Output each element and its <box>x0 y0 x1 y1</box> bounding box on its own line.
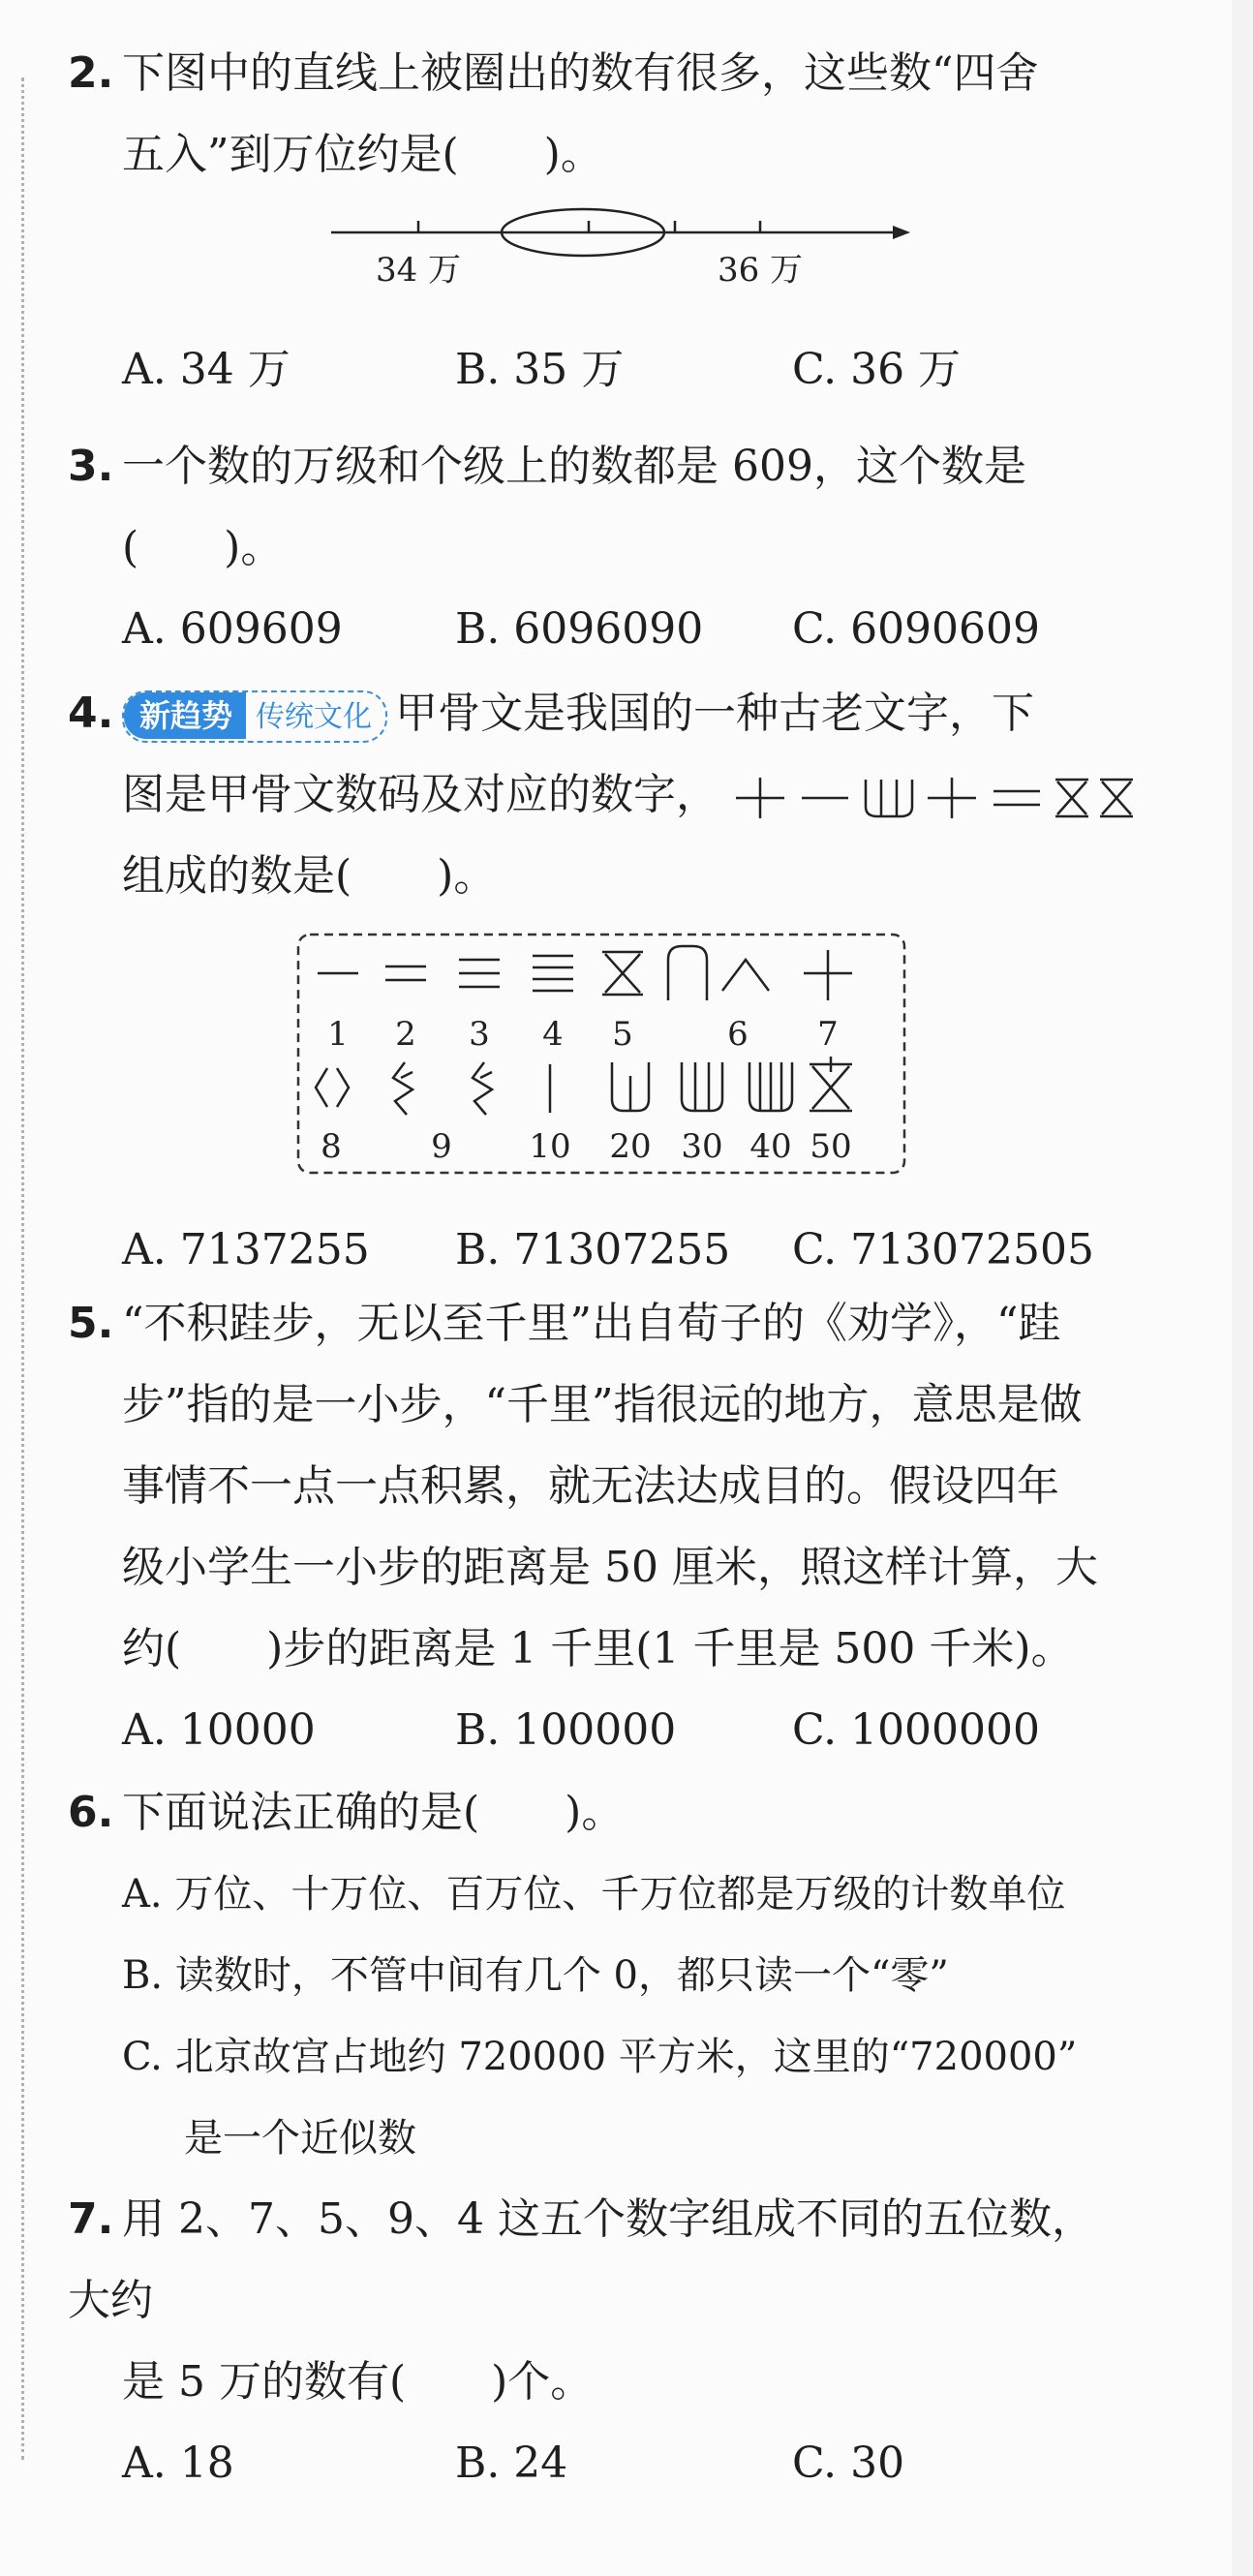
numeral-label: 2 <box>395 1015 416 1054</box>
question-text: 一个数的万级和个级上的数都是 609，这个数是 <box>122 442 1026 491</box>
question-number: 2. <box>68 48 114 98</box>
numeral-label: 3 <box>469 1015 490 1054</box>
binding-margin-line <box>21 77 24 2460</box>
options-row <box>68 329 1104 411</box>
question-6 <box>68 1772 1104 2179</box>
question-text: 是 5 万的数有( )个。 <box>122 2357 594 2407</box>
option-c[interactable]: C. 713072505 <box>792 1225 1095 1274</box>
numeral-label: 7 <box>817 1015 839 1054</box>
option-b[interactable]: B. 6096090 <box>455 604 704 654</box>
numeral-label: 10 <box>529 1127 571 1166</box>
question-number: 7. <box>68 2194 114 2244</box>
numeral-label: 1 <box>327 1015 349 1054</box>
page-edge <box>1232 0 1253 2576</box>
badge-culture: 传统文化 <box>256 699 373 734</box>
badge-trend: 新趋势 <box>124 692 246 739</box>
option-c[interactable]: C. 30 <box>792 2438 905 2488</box>
numeral-label: 5 <box>612 1015 633 1054</box>
question-text: ( )。 <box>122 523 284 572</box>
question-4 <box>68 673 1104 1291</box>
question-text: 用 2、7、5、9、4 这五个数字组成不同的五位数，大约 <box>68 2194 1094 2325</box>
option-a[interactable]: A. 万位、十万位、百万位、千万位都是万级的计数单位 <box>122 1872 1066 1917</box>
question-number: 4. <box>68 689 114 738</box>
question-text: 五入”到万位约是( )。 <box>122 130 603 179</box>
options-row <box>68 2423 1104 2504</box>
numeral-label: 4 <box>542 1015 564 1054</box>
option-a[interactable]: A. 10000 <box>122 1705 316 1755</box>
question-text: 级小学生一小步的距离是 50 厘米，照这样计算，大 <box>122 1543 1098 1592</box>
question-5 <box>68 1283 1104 1771</box>
question-text: 下面说法正确的是( )。 <box>122 1788 625 1837</box>
option-c[interactable]: C. 1000000 <box>792 1705 1041 1755</box>
arrow-head <box>893 226 910 239</box>
axis-label-right: 36 万 <box>717 251 804 290</box>
topic-badge <box>122 690 387 743</box>
question-text: 事情不一点一点积累，就无法达成目的。假设四年 <box>122 1461 1059 1511</box>
question-text: 图是甲骨文数码及对应的数字， <box>122 770 718 819</box>
numeral-label: 20 <box>609 1127 652 1166</box>
option-c[interactable]: C. 北京故宫占地约 720000 平方米，这里的“720000” <box>122 2035 1078 2079</box>
option-b[interactable]: B. 35 万 <box>455 345 625 394</box>
question-7 <box>68 2179 1104 2504</box>
option-b[interactable]: B. 24 <box>455 2438 568 2488</box>
option-b[interactable]: B. 71307255 <box>455 1225 731 1274</box>
option-a[interactable]: A. 7137255 <box>122 1225 370 1274</box>
option-b[interactable]: B. 读数时，不管中间有几个 0，都只读一个“零” <box>122 1953 949 1998</box>
option-a[interactable]: A. 609609 <box>122 604 343 654</box>
oracle-bone-numeral-table <box>68 931 1104 1182</box>
question-3 <box>68 426 1104 670</box>
option-c[interactable]: C. 6090609 <box>792 604 1041 654</box>
question-text: 下图中的直线上被圈出的数有很多，这些数“四舍 <box>122 48 1039 98</box>
question-text: 甲骨文是我国的一种古老文字，下 <box>395 689 1035 738</box>
number-line-figure <box>68 196 1104 302</box>
numeral-label: 8 <box>321 1127 342 1166</box>
question-number: 3. <box>68 442 114 491</box>
option-a[interactable]: A. 18 <box>122 2438 234 2488</box>
numeral-label: 9 <box>431 1127 452 1166</box>
numeral-label: 40 <box>749 1127 792 1166</box>
options-row <box>68 1690 1104 1771</box>
question-2 <box>68 33 1104 411</box>
question-text: “不积跬步，无以至千里”出自荀子的《劝学》，“跬 <box>122 1299 1061 1348</box>
question-text: 步”指的是一小步，“千里”指很远的地方，意思是做 <box>122 1380 1083 1429</box>
options-row <box>68 1210 1104 1291</box>
question-number: 6. <box>68 1788 114 1837</box>
numeral-label: 50 <box>810 1127 852 1166</box>
option-c-continued: 是一个近似数 <box>184 2116 416 2161</box>
option-b[interactable]: B. 100000 <box>455 1705 677 1755</box>
question-text: 约( )步的距离是 1 千里(1 千里是 500 千米)。 <box>122 1624 1074 1673</box>
question-text: 组成的数是( )。 <box>122 851 497 901</box>
axis-label-left: 34 万 <box>375 251 462 290</box>
options-row <box>68 589 1104 670</box>
option-a[interactable]: A. 34 万 <box>122 345 290 394</box>
option-c[interactable]: C. 36 万 <box>792 345 962 394</box>
numeral-label: 30 <box>681 1127 723 1166</box>
numeral-label: 6 <box>727 1015 749 1054</box>
oracle-bone-sequence <box>732 774 1139 822</box>
question-number: 5. <box>68 1299 114 1348</box>
